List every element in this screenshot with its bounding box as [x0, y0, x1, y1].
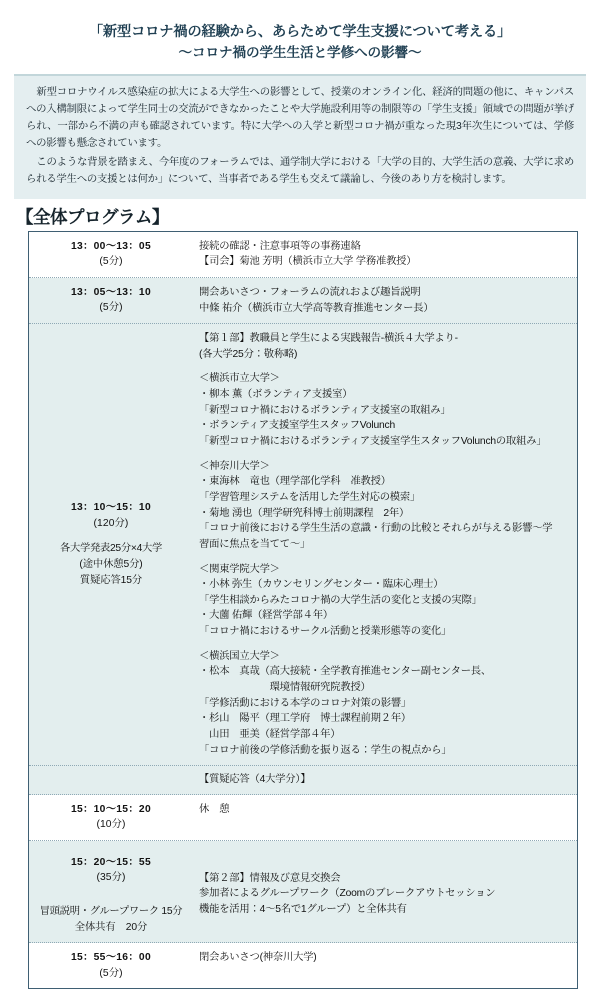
row-body-line: ・東海林 竜也（理学部化学科 准教授） [199, 476, 391, 488]
row-body-cell [195, 324, 577, 765]
table-row [29, 795, 577, 841]
row-time-duration: (35分) [96, 872, 126, 884]
row-body-line: ・柳本 薫（ボランティア支援室） [199, 389, 353, 401]
university-block-ynu [199, 649, 569, 758]
row-time-note [33, 904, 189, 936]
row-time-range: 13：00～13：05 [70, 240, 151, 252]
row-body-line: 閉会あいさつ(神奈川大学) [199, 952, 317, 964]
row-body-cell [195, 766, 577, 794]
row-time-cell-empty [29, 766, 195, 794]
row-time-cell [29, 795, 195, 840]
table-row [29, 841, 577, 944]
row-body-line: 【第１部】教職員と学生による実践報告-横浜４大学より- [199, 333, 458, 345]
row-body-line: 「新型コロナ禍におけるボランティア支援室学生スタッフVolunchの取組み」 [199, 436, 547, 448]
row-body-line: 【第２部】情報及び意見交換会 [199, 872, 341, 884]
row-body-line: ・杉山 陽平（理工学府 博士課程前期２年） [199, 713, 412, 725]
row-body-cell [195, 232, 577, 277]
row-body-cell [195, 278, 577, 323]
qa-line: 【質疑応答（4大学分）】 [199, 774, 311, 786]
row-body-line: ・菊地 湧也（理学研究科博士前期課程 2年） [199, 507, 410, 519]
row-body-line: 参加者によるグループワーク（Zoomのブレークアウトセッション [199, 888, 496, 900]
row-time-note-line: 全体共有 20分 [74, 921, 148, 933]
spacer [199, 553, 569, 562]
table-row [29, 943, 577, 988]
spacer [199, 362, 569, 371]
row-time-duration: (5分) [99, 302, 123, 314]
row-time-note [33, 541, 189, 589]
row-body-line: ・松本 真哉（高大接続・全学教育推進センター副センター長、 [199, 666, 491, 678]
row-body-line: 山田 亜美（経営学部４年） [199, 728, 341, 740]
row-body-line: 「コロナ禍におけるサークル活動と授業形態等の変化」 [199, 626, 452, 638]
row-time-cell [29, 232, 195, 277]
row-body-line: 環境情報研究院教授） [199, 681, 371, 693]
title-line-main: 「新型コロナ禍の経験から、あらためて学生支援について考える」 [88, 24, 512, 40]
row-time-duration: (5分) [99, 967, 123, 979]
university-block-kanagawa [199, 459, 569, 553]
intro-paragraph-2: このような背景を踏まえ、今年度のフォーラムでは、通学制大学における「大学の目的、大学生活の意義、大学に求められる学生への支援とは何か」について、当事者である学生も交えて議論し、今後のあり方を検討します。 [26, 156, 574, 185]
row-body-line: 【司会】菊池 芳明（横浜市立大学 学務准教授） [199, 256, 417, 268]
table-row [29, 324, 577, 766]
row-body-line: 「学生相談からみたコロナ禍の大学生活の変化と支援の実際」 [199, 594, 482, 606]
row-body-cell [195, 943, 577, 988]
page-title [0, 0, 600, 68]
row-body-line: 開会あいさつ・フォーラムの流れおよび趣旨説明 [199, 286, 421, 298]
row-body-line: 「学修活動における本学のコロナ対策の影響」 [199, 697, 412, 709]
row-body-line: 中條 祐介（横浜市立大学高等教育推進センター長） [199, 302, 434, 314]
row-time-range: 15：10～15：20 [70, 803, 151, 815]
row-time-range: 13：10～15：10 [70, 502, 151, 514]
row-body-line: ・ボランティア支援室学生スタッフVolunch [199, 420, 395, 432]
row-body-line: ・小林 弥生（カウンセリングセンター・臨床心理士） [199, 579, 444, 591]
row-body-line: (各大学25分：敬称略) [199, 348, 298, 360]
row-time-cell [29, 841, 195, 943]
row-time-duration: (120分) [93, 517, 129, 529]
program-table [28, 231, 578, 989]
row-body-line: 機能を活用：4～5名で1グループ）と全体共有 [199, 903, 407, 915]
row-time-range: 15：20～15：55 [70, 856, 151, 868]
table-row [29, 232, 577, 278]
spacer [199, 640, 569, 649]
table-row-qa [29, 766, 577, 795]
university-name: ＜神奈川大学＞ [199, 460, 270, 472]
university-name: ＜関東学院大学＞ [199, 563, 280, 575]
row-time-range: 13：05～13：10 [70, 286, 151, 298]
row-body-line: 「学習管理システムを活用した学生対応の模索」 [199, 491, 421, 503]
row-time-cell [29, 278, 195, 323]
university-block-ycu [199, 371, 569, 449]
row-time-duration: (5分) [99, 256, 123, 268]
row-time-note-line: 冒頭説明・グループワーク 15分 [39, 905, 183, 917]
title-line-sub: ～コロナ禍の学生生活と学修への影響～ [178, 44, 422, 60]
row-time-note-line: 各大学発表25分×4大学 [60, 543, 162, 555]
row-time-range: 15：55～16：00 [70, 952, 151, 964]
row-body-cell [195, 841, 577, 943]
university-name: ＜横浜国立大学＞ [199, 650, 280, 662]
row-time-cell [29, 324, 195, 765]
row-body-cell [195, 795, 577, 840]
university-name: ＜横浜市立大学＞ [199, 373, 280, 385]
row-body-line: 接続の確認・注意事項等の事務連絡 [199, 240, 361, 252]
intro-paragraph-1: 新型コロナウイルス感染症の拡大による大学生への影響として、授業のオンライン化、経済的問題の他に、キャンパスへの入構制限によって学生同士の交流ができなかったことや大学施設利用等の制限等の「学生支援」領域での問題が挙げられ、一部から不満の声も確認されています。特に大学への入学と新型コロナ禍が重なった現3年次生については、学修への影響も懸念されています。 [26, 87, 574, 149]
row-body-line: 「コロナ前後の学修活動を振り返る：学生の視点から」 [199, 744, 452, 756]
row-body-line: ・大薗 佑輝（経営学部４年） [199, 610, 333, 622]
row-time-cell [29, 943, 195, 988]
row-body-line: 「コロナ前後における学生生活の意識・行動の比較とそれらが与える影響～学 [199, 523, 553, 535]
row-time-note-line: 質疑応答15分 [79, 575, 143, 587]
row-body-line: 「新型コロナ禍におけるボランティア支援室の取組み」 [199, 404, 451, 416]
spacer [199, 450, 569, 459]
program-heading: 【全体プログラム】 [16, 207, 169, 228]
university-block-kantogakuin [199, 562, 569, 640]
row-time-duration: (10分) [96, 819, 126, 831]
intro-box [14, 74, 586, 199]
table-row [29, 278, 577, 324]
session-block-intro [199, 331, 569, 362]
row-time-note-line: (途中休憩5分) [79, 559, 143, 571]
row-body-line: 休 憩 [199, 803, 230, 815]
row-body-line: 習面に焦点を当てて～」 [199, 538, 311, 550]
